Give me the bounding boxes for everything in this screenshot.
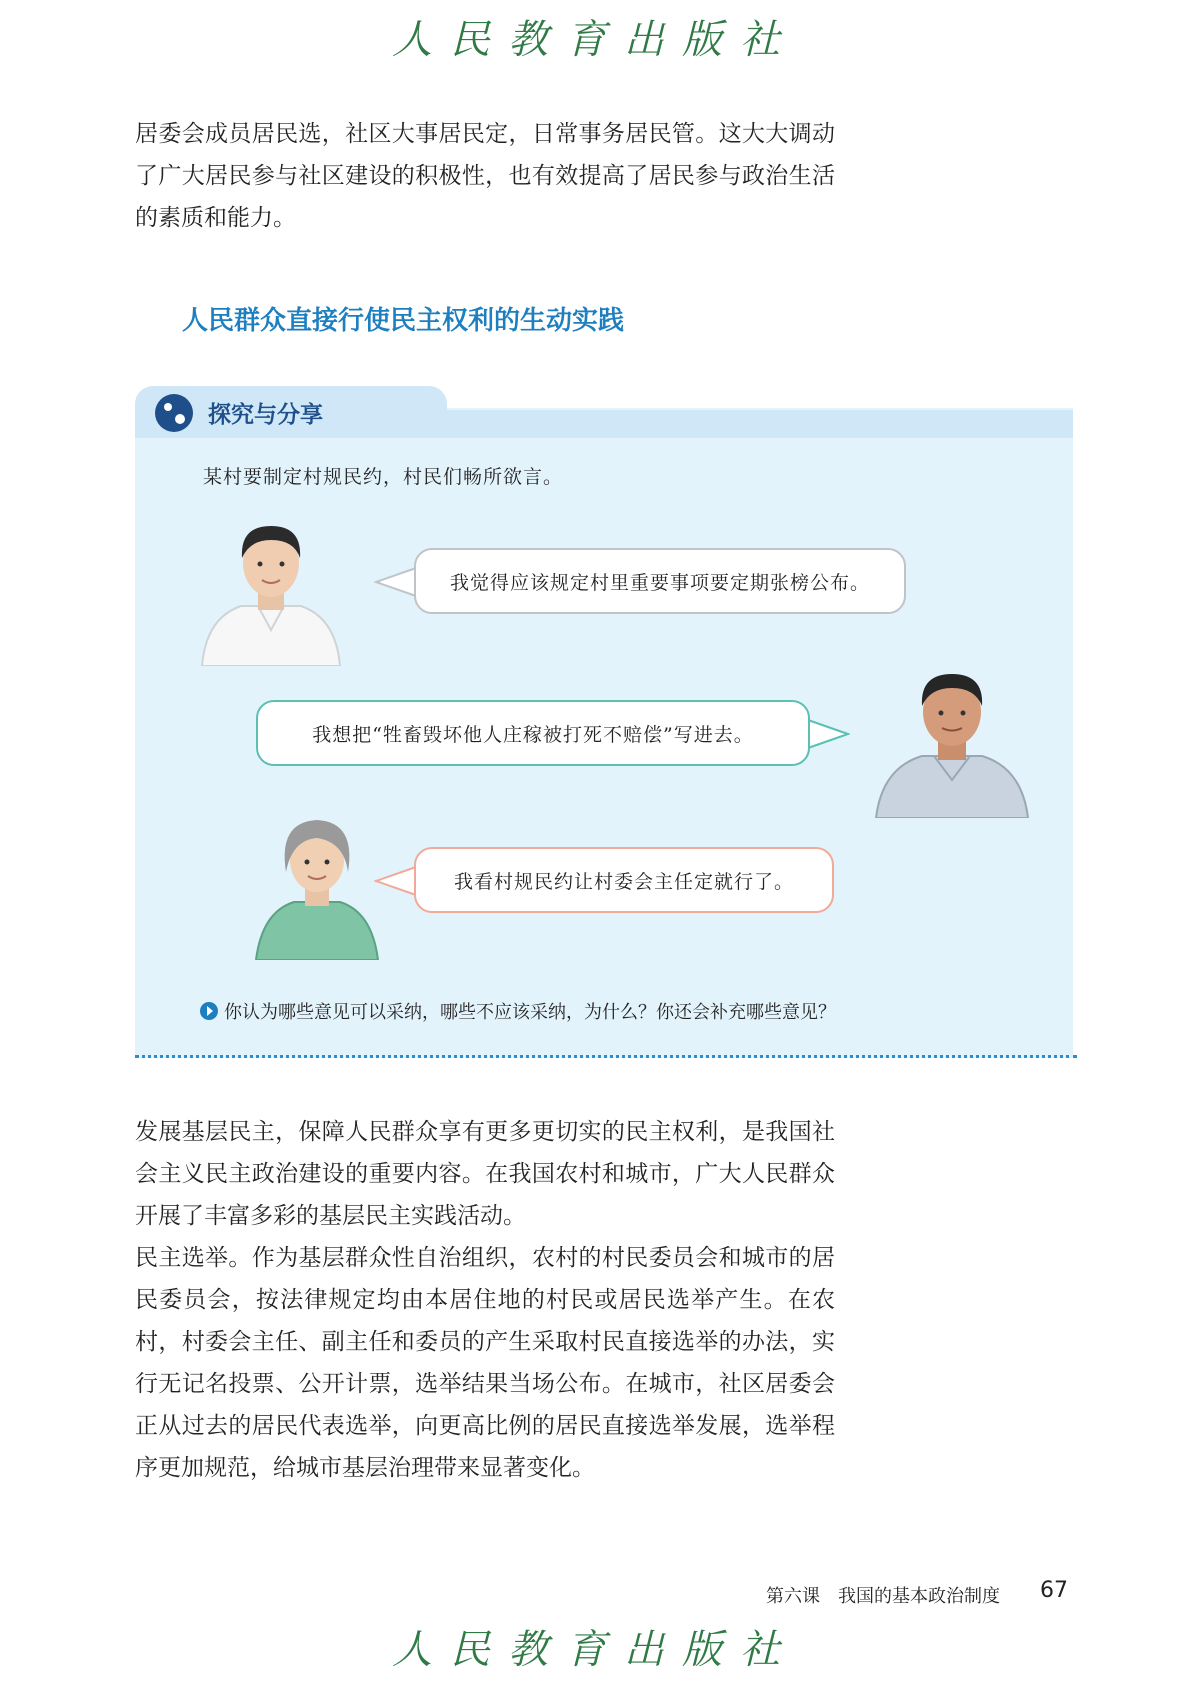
body-paragraph-1: 发展基层民主，保障人民群众享有更多更切实的民主权利，是我国社会主义民主政治建设的重要内容。在我国农村和城市，广大人民群众开展了丰富多彩的基层民主实践活动。: [135, 1119, 835, 1229]
young-man-illustration: [196, 518, 346, 666]
speech-bubble-3: [414, 847, 834, 913]
speech-bubble-tail-1: [374, 566, 418, 598]
publisher-watermark-bottom: 人民教育出版社: [392, 1627, 798, 1673]
speech-bubble-2: [256, 700, 810, 766]
discussion-question-text: 你认为哪些意见可以采纳，哪些不应该采纳，为什么？你还会补充哪些意见？: [224, 1002, 836, 1023]
speech-bubble-1: [414, 548, 906, 614]
speech-bubble-2-text: 我想把“牲畜毁坏他人庄稼被打死不赔偿”写进去。: [312, 723, 754, 746]
speech-bubble-tail-3: [374, 865, 418, 897]
intro-paragraph: 居委会成员居民选，社区大事居民定，日常事务居民管。这大大调动了广大居民参与社区建设的积极性，也有效提高了居民参与政治生活的素质和能力。: [135, 121, 835, 231]
middle-aged-man-illustration: [872, 668, 1032, 818]
page-number: 67: [1040, 1578, 1068, 1603]
speech-bubble-1-text: 我觉得应该规定村里重要事项要定期张榜公布。: [449, 571, 870, 594]
footer-chapter-title: 第六课 我国的基本政治制度: [766, 1586, 1000, 1607]
activity-intro: 某村要制定村规民约，村民们畅所欲言。: [203, 466, 564, 488]
discussion-question: [200, 998, 836, 1024]
section-title: 人民群众直接行使民主权利的生动实践: [182, 306, 625, 336]
arrow-bullet-icon: [200, 1002, 218, 1020]
elderly-woman-illustration: [252, 812, 382, 960]
body-paragraph-2: 民主选举。作为基层群众性自治组织，农村的村民委员会和城市的居民委员会，按法律规定均由本居住地的村民或居民选举产生。在农村，村委会主任、副主任和委员的产生采取村民直接选举的办法，实行无记名投票、公开计票，选举结果当场公布。在城市，社区居委会正从过去的居民代表选举，向更高比例的居民直接选举发展，选举程序更加规范，给城市基层治理带来显著变化。: [135, 1245, 835, 1481]
speech-bubble-3-text: 我看村规民约让村委会主任定就行了。: [453, 870, 794, 893]
activity-dotted-border: [135, 1055, 1077, 1058]
activity-tab-title: 探究与分享: [208, 402, 323, 428]
publisher-watermark-top: 人民教育出版社: [392, 17, 798, 63]
speech-bubble-tail-2: [806, 718, 850, 750]
explore-icon: [155, 394, 193, 432]
